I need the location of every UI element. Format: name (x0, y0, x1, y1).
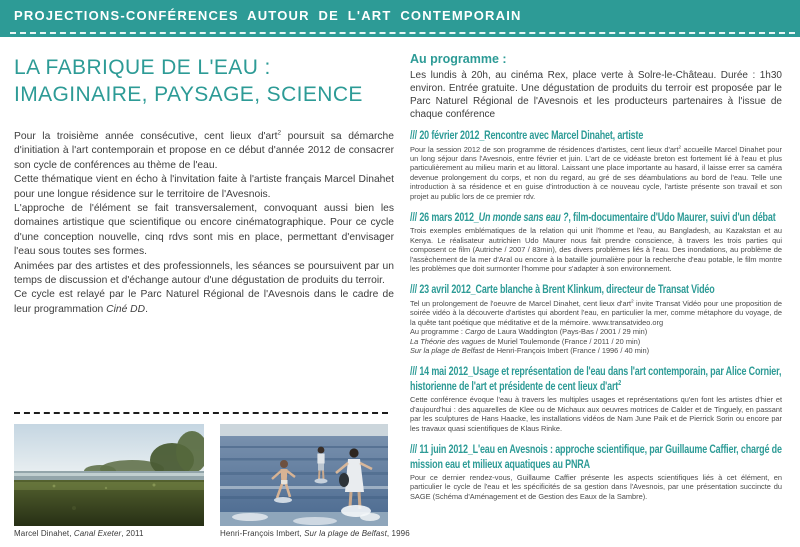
event-11-juin (410, 442, 782, 501)
event-26-mars (410, 210, 782, 274)
header-bar (0, 0, 800, 37)
photo-canal-exeter (14, 424, 204, 538)
paragraph: Animées par des artistes et des professionnels, les séances se poursuivent par un temps de discussion et d'échange autour d'une dégustation de produits du terroir. (14, 260, 394, 287)
canal-exeter-image (14, 424, 204, 526)
paragraph: Cette thématique vient en écho à l'invitation faite à l'artiste français Marcel Dinahet pour une longue résidence sur le territoire de l'Avesnois. (14, 174, 394, 200)
intro-text-block (14, 130, 394, 317)
page-title-line2: IMAGINAIRE, PAYSAGE, SCIENCE (14, 83, 363, 106)
event-description: Trois exemples emblématiques de la relation qui unit l'homme et l'eau, au Bangladesh, au Kazakstan et au Kenya. Le réalisateur autrichien Udo Maurer nous fait prendre conscience, à travers les trois parties qui composent ce film (Autriche / 2007 / 83min), des divers problèmes liés à l'eau. Des inondations, au problème de l'assèchement de la mer d'Aral ou encore à la bataille journalière pour la recherche d'eau potable, le film montre les problèmes que doit surmonter l'homme pour s'adapter à son environnement. (410, 226, 782, 274)
photo-strip (14, 424, 410, 538)
event-heading: /// 14 mai 2012_Usage et représentation de l'eau dans l'art contemporain, par Alice Cornier, historienne de l'art et présidente de cent lieux d'art$^2$ (410, 364, 782, 393)
separator-dashed-line (14, 412, 388, 414)
event-heading: /// 26 mars 2012_Un monde sans eau ?, film-documentaire d'Udo Maurer, suivi d'un débat (410, 209, 776, 224)
header-title: PROJECTIONS-CONFÉRENCES AUTOUR DE L'ART CONTEMPORAIN (14, 8, 522, 23)
page-title (14, 54, 400, 108)
paragraph: L'approche de l'élément se fait transversalement, convoquant aussi bien les domaines artistique que scientifique ou encore cinématographique. Pour ce cycle d'une conception nouvelle, cinq rdvs sont mis en place, permettant d'envisager l'eau sous toutes ses formes. (14, 203, 394, 258)
photo-caption-canal-exeter: Marcel Dinahet, Canal Exeter, 2011 (14, 529, 144, 538)
event-14-mai (410, 364, 782, 433)
event-description: Tel un prolongement de l'oeuvre de Marcel Dinahet, cent lieux d'art$^2$ invite Transat Vidéo pour une proposition de soirée vidéo à la découverte d'artistes qui abordent l'eau, en particulier la mer, comme métaphore du voyage, de la quête tant poétique que méditative et de la mémoire. www.transatvideo.org Au programme : Cargo de Laura Waddington (Pays-Bas / 2001 / 29 min) La Théorie des vagues de Muriel Toulemonde (France / 2011 / 20 min) Sur la plage de Belfast de Henri-François Imbert (France / 1996 / 40 min) (410, 298, 782, 355)
paragraph: Pour la troisième année consécutive, cent lieux d'art$^2$ poursuit sa démarche d'initiation à l'art contemporain et propose en ce début d'année 2012 de consacrer son cycle de conférences au thème de l'eau. (14, 129, 394, 171)
event-heading: /// 11 juin 2012_L'eau en Avesnois : approche scientifique, par Guillaume Caffier, chargé de mission eau et milieux aquatiques au PNRA (410, 442, 782, 471)
event-list (410, 128, 782, 510)
event-heading: /// 20 février 2012_Rencontre avec Marcel Dinahet, artiste (410, 128, 644, 142)
event-description: Pour la session 2012 de son programme de résidences d'artistes, cent lieux d'art$^2$ accueille Marcel Dinahet pour un long séjour dans l'Avesnois, entre février et juin. L'art de ce vidéaste breton est fortement lié à l'eau et plus particulièrement au milieu marin et au littoral. Laissant une place importante au hasard, il laisse errer sa caméra devenue prolongement du corps, et non du regard, au gré de ses déambulations au bord de l'eau. Telle une introduction à sa résidence et en guise d'introduction à ce nouveau cycle, l'artiste présente son travail et son projet au public lors de ce premier rdv. (410, 144, 782, 201)
paragraph: Ce cycle est relayé par le Parc Naturel Régional de l'Avesnois dans le cadre de leur programmation Ciné DD. (14, 289, 394, 315)
plage-belfast-image (220, 424, 388, 526)
event-description: Cette conférence évoque l'eau à travers les multiples usages et représentations qu'en font les artistes d'hier et d'aujourd'hui : des aquarelles de Klee ou de Michaux aux oeuvres motrices de Calder et de Tinguely, en passant par les sculptures de Hans Haacke, les installations vidéos de Nam June Paik et de Pierrick Sorin ou encore par les travaux quasi scientifiques de Klaus Rinke. (410, 395, 782, 433)
program-label: Au programme : (410, 52, 507, 66)
photo-plage-belfast (220, 424, 410, 538)
event-description: Pour ce dernier rendez-vous, Guillaume Caffier présente les aspects scientifiques liés à cet élément, en particulier le cycle de l'eau et les spécificités de sa gestion dans l'Avesnois, par une présentation succincte du SAGE (Schéma d'Aménagement et de Gestion des Eaux de la Sambre). (410, 473, 782, 501)
header-dashed-line (10, 32, 795, 34)
photo-caption-plage-belfast: Henri-François Imbert, Sur la plage de Belfast, 1996 (220, 529, 410, 538)
program-header (410, 52, 782, 121)
event-heading: /// 23 avril 2012_Carte blanche à Brent Klinkum, directeur de Transat Vidéo (410, 282, 715, 297)
program-intro: Les lundis à 20h, au cinéma Rex, place verte à Solre-le-Château. Durée : 1h30 environ. Entrée gratuite. Une dégustation de produits du terroir est proposée par le Parc Naturel Régional de l'Avesnois et les producteurs partenaires à l'issue de chaque conférence (410, 70, 782, 120)
page-title-line1: LA FABRIQUE DE L'EAU : (14, 56, 271, 79)
event-20-fevrier (410, 128, 782, 201)
event-23-avril (410, 282, 782, 355)
